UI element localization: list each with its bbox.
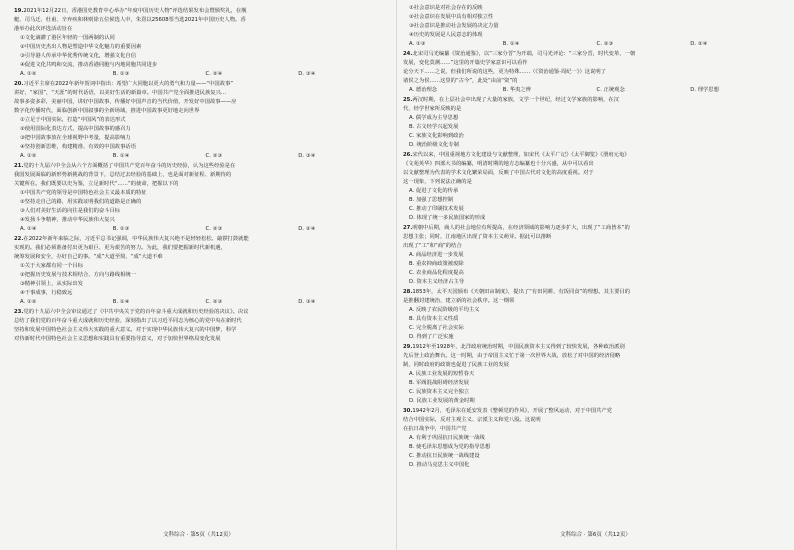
option-line: ④坚持创新思维，构建精准、有效的中国故事话语: [20, 144, 136, 150]
question-text-line: [403, 425, 784, 434]
option-line: ①关于大家都有同一个目标: [20, 263, 84, 269]
question-text: 2021年12月22日，香港国史教育中心举办“年度中国历史人物”评选结果发布会暨颁奖礼，在舰: [23, 8, 247, 14]
option-line: ③把中国故事放在全球视野中考量，提高影响力: [20, 135, 131, 141]
option-line: C. 推动了印刷技术发展: [409, 206, 464, 212]
option-line: ②使用国际化表达方式，提高中国故事的感召力: [20, 126, 131, 132]
option-line: ①社会意识是对社会存在的反映: [409, 5, 483, 11]
option-line: D. 得到了广泛实施: [409, 334, 454, 340]
question-text-line: [14, 326, 391, 335]
question-number: 29.: [403, 344, 413, 350]
option-line: B. 加强了思想控制: [409, 197, 454, 203]
question-text-line: [14, 235, 391, 244]
right-page-footer: 文科综合 · 第6页（共12页）: [560, 532, 631, 538]
question-number: 19.: [14, 8, 24, 14]
question-text-line: [403, 77, 784, 86]
question-number: 23.: [14, 309, 24, 315]
answer-choices: [14, 70, 391, 79]
question-text: 关键所在。我们既要以史为鉴，立足新时代“……”的使命，把握以下的: [14, 181, 179, 187]
question-text-line: [403, 151, 784, 160]
answer-choice: C. ②③: [596, 41, 614, 47]
answer-choice: A. ①②: [20, 71, 37, 77]
question-number: 25.: [403, 97, 413, 103]
question-block: [14, 7, 391, 79]
question-text: 党的十九届六中全会从六个方面概括了中国共产党百年奋斗的历史经验，认为这些经验是在: [23, 163, 236, 169]
option-line: B. 使毛泽东思想成为党的指导思想: [409, 444, 491, 450]
question-text-line: [403, 59, 784, 68]
question-text-line: [14, 80, 391, 89]
question-text-line: [403, 407, 784, 416]
question-text-line: [14, 308, 391, 317]
option-line: A. 反映了农民阶级的平均主义: [409, 307, 480, 313]
question-number: 20.: [14, 81, 24, 87]
answer-choice: C. ②③: [205, 299, 223, 305]
question-text-line: [14, 180, 391, 189]
option-line: C. 民族资本主义完全独立: [409, 389, 470, 395]
question-text-line: [403, 416, 784, 425]
question-text: 《文苑英华》四部大书的编纂，明清时期的地方志编纂也十分兴盛，从中可以看出: [403, 161, 594, 167]
option-line: ④干事成事，行稳致远: [20, 290, 73, 296]
question-number: 26.: [403, 152, 413, 158]
question-text: 实现的。我们必须准备付出更为艰巨、更为艰苦的努力。为此，我们要把握新时代新机遇，: [14, 245, 226, 251]
option-line: B. 具有资本主义性质: [409, 316, 459, 322]
question-text: 先后登上政治舞台。这一时期，由于帝国主义忙于第一次世界大战，放松了对中国的经济侵略: [403, 353, 621, 359]
option-line: C. 推动抗日民族统一战线建设: [409, 453, 480, 459]
question-text-line: [14, 317, 391, 326]
answer-choice: B. ①④: [502, 41, 520, 47]
question-text: 港举办此次评选活动旨在: [14, 26, 73, 32]
question-text-line: [403, 361, 784, 370]
question-text: 在2022年新年来临之际，习近平总书记强调，中华民族伟大复兴绝不是轻轻松松、敲锣打鼓就能: [23, 236, 249, 242]
question-number: 22.: [14, 236, 24, 242]
option-line: ②中国历史杰出人物是塑造中华文化魅力的重要因素: [20, 44, 142, 50]
question-text: 1912年至1928年，北洋政府统治时期，中国民族资本主义得到了较快发展，各种政治派别: [412, 344, 625, 350]
option-line: ③人们对美好生活的向往是我们的奋斗目标: [20, 208, 121, 214]
question-text: 思想主张；同时，江南地区出现了资本主义萌芽。据此可以推断: [403, 234, 552, 240]
answer-choice: B. ①④: [112, 153, 130, 159]
option-line: ③精神引领上，从实际出发: [20, 281, 84, 287]
question-block: [403, 96, 784, 150]
question-block: [14, 308, 391, 344]
question-text: 数字化传播时代，面临创新中国叙事的全新场域，推进中国故事更好地走向世界: [14, 108, 200, 114]
question-text-line: [14, 25, 391, 34]
question-number: 21.: [14, 163, 24, 169]
question-text-line: [403, 233, 784, 242]
option-line: A. 民族工业发展的短暂春天: [409, 371, 475, 377]
answer-choice: C. 正统观念: [596, 87, 625, 93]
question-text: 党的十九届六中全会审议通过了《中共中央关于党的百年奋斗重大成就和历史经验的决议》。决议: [23, 309, 249, 315]
option-line: ③社会意识是推动社会发展的决定力量: [409, 23, 499, 29]
question-text: 我国发展面临的新形势新挑战的背景下，总结过去经验的基础上，也是面对新征程、新期待的: [14, 172, 232, 178]
question-block: [403, 407, 784, 470]
question-text: 在抗日战争中，中国共产党: [403, 426, 467, 432]
option-line: ②坚持走自己的路，用实践证明我们的道路是正确的: [20, 199, 142, 205]
question-text-line: [14, 335, 391, 344]
option-line: ③引导港人传承中华优秀传统文化，增强文化自信: [20, 53, 136, 59]
question-text-line: [14, 98, 391, 107]
question-text-line: [403, 343, 784, 352]
answer-choices: [403, 86, 784, 95]
question-number: 24.: [403, 51, 413, 57]
question-text-line: [403, 242, 784, 251]
question-text-line: [14, 89, 391, 98]
option-line: C. 家族文化影响到政治: [409, 133, 464, 139]
question-text: 对待新时代中国特色社会主义思想和实践具有重要指导意义，对于加快世界格局变化发展: [14, 336, 221, 342]
question-text: 统筹发展和安全，办好自己的事。“成”大道至简，“成”大道不难: [14, 254, 163, 260]
option-line: ④发扬斗争精神，推动中华民族伟大复兴: [20, 217, 115, 223]
option-line: B. 军阀混战阻碍经济发展: [409, 380, 469, 386]
question-text: 发展，变化莫测……”这里的开篇史学家意识可以看作: [403, 60, 528, 66]
question-text: 故事多姿多彩，美丽中国，讲好中国故事，传播好中国声音的当代价值，开发好中国故事——应: [14, 99, 237, 105]
question-text: 习近平主席在2022年新年贺词中指出：希望广大同胞以更大的勇气和力量——“中国故事”: [23, 81, 234, 87]
question-text: 诸侯之为侯……这里的“古今”，此处“由前“资”的: [403, 78, 518, 84]
question-block: [403, 343, 784, 406]
question-text-line: [403, 50, 784, 59]
question-text-line: [403, 297, 784, 306]
question-text: 北宋司马光编纂《资治通鉴》，以“三家分晋”为开端，司马光评论：“三家分晋，时代变革，一朝: [412, 51, 636, 57]
question-text: 艇、司马迁、杜甫、辛弃疾和林则徐五位候选人中，朱熹以25608票当选2021年中国历史人物。香: [14, 17, 246, 23]
answer-choice: B. ①③: [112, 226, 130, 232]
answer-choice: B. 华夷之辨: [502, 87, 531, 93]
question-number: 30.: [403, 408, 413, 414]
answer-choices: [403, 40, 784, 49]
question-text-line: [403, 178, 784, 187]
question-text: 结合中国实际，反对主观主义、宗派主义和党八股。这说明: [403, 417, 541, 423]
option-line: A. 儒学成为主导思想: [409, 115, 459, 121]
question-number: 28.: [403, 289, 413, 295]
answer-choice: A. ①③: [409, 41, 426, 47]
question-text-line: [14, 244, 391, 253]
question-text-line: [403, 105, 784, 114]
question-text-line: [403, 169, 784, 178]
question-block: [403, 288, 784, 342]
question-text: 明朝中后期，商人的社会地位有所提高，在经济领域的影响力逐步扩大，出现了“工商皆本”的: [412, 225, 630, 231]
answer-choice: D. ②④: [690, 41, 708, 47]
question-text-line: [403, 96, 784, 105]
question-text: 1853年，太平天国颁布《天朝田亩制度》，提出了“有田同耕，有饭同食”的理想。其主要目的: [412, 289, 630, 295]
option-line: C. 农业商品化程度提高: [409, 270, 464, 276]
option-line: D. 统治阶级文化专制: [409, 142, 459, 148]
answer-choice: C. ②④: [205, 71, 223, 77]
answer-choice: D. 理学思想: [690, 87, 719, 93]
question-text-line: [403, 288, 784, 297]
question-text: 论分天下……之说，但我们所说的这些，更为特殊……（《资治通鉴·周纪一》）这说明了: [403, 69, 606, 75]
question-text: 是推翻封建统治，建立新的社会秩序。这一纲领: [403, 298, 515, 304]
question-text: 总结了我们党的百年奋斗重大成就和历史经验，深刻指出了以习近平同志为核心的党中央在新时代: [14, 318, 242, 324]
question-text: 1942年2月，毛泽东在延安发表《整顿党的作风》，开展了整风运动，对于中国共产党: [412, 408, 612, 414]
question-text-line: [14, 253, 391, 262]
left-page-footer: 文科综合 · 第5页（共12页）: [163, 532, 234, 538]
question-text: 以文献整理为代表的学术文化繁荣局面，反映了中国古代对文化的高度重视。对于: [403, 170, 594, 176]
answer-choice: A. ①②: [20, 299, 37, 305]
answer-choice: A. ①④: [20, 226, 37, 232]
option-line: ①立足于中国实际，打造“中国风”的表达形式: [20, 117, 126, 123]
option-line: B. 古文经学兴起发展: [409, 124, 459, 130]
answer-choices: [14, 152, 391, 161]
option-line: D. 推动马克思主义中国化: [409, 462, 470, 468]
option-line: D. 体现了统一多民族国家的形成: [409, 215, 486, 221]
answer-choice: C. ②③: [205, 226, 223, 232]
question-text-line: [14, 107, 391, 116]
question-text: 制，同时政府的政策也促进了民族工业的发展: [403, 362, 509, 368]
option-line: A. 商品经济进一步发展: [409, 252, 464, 258]
question-block: [14, 162, 391, 234]
option-line: ④历史的发展是人民意志的体现: [409, 32, 483, 38]
option-line: A. 有利于巩固抗日民族统一战线: [409, 435, 485, 441]
answer-choice: D. ③④: [298, 153, 316, 159]
option-line: ②社会意识在发展中具有相对独立性: [409, 14, 494, 20]
answer-choice: B. ①③: [112, 71, 130, 77]
answer-choice: D. ③④: [298, 299, 316, 305]
question-block: [403, 4, 784, 49]
question-text: 这一现象，下列说法正确的是: [403, 179, 472, 185]
option-line: ④促进文化共鸣和交流，推动香港同胞与内地同胞共同进步: [20, 62, 158, 68]
question-text-line: [14, 162, 391, 171]
option-line: ①中国共产党的领导是中国特色社会主义最本质的特征: [20, 190, 147, 196]
answer-choice: A. ①②: [20, 153, 37, 159]
question-text-line: [14, 16, 391, 25]
question-text: 代，经学世家所反映的是: [403, 106, 462, 112]
answer-choices: [14, 298, 391, 307]
question-block: [14, 235, 391, 307]
answer-choice: A. 德治理念: [409, 87, 438, 93]
question-text: 宋代以来，中国重视地方文化建设与文献整理，如宋代《太平广记》《太平御览》《册府元龟》: [412, 152, 630, 158]
option-line: ②把握历史发展与技术相结合、方向与路线相统一: [20, 272, 136, 278]
question-text: 讲好，“家国”，“天涯”的时代话语，以美好生活的新篇章。中国共产党全面推进民族复兴...: [14, 90, 227, 96]
question-block: [14, 80, 391, 161]
left-questions: [14, 7, 391, 344]
right-questions: [403, 4, 784, 470]
answer-choices: [14, 225, 391, 234]
question-text: 坚持和发展中国特色社会主义伟大实践的重大意义。对于实现中华民族伟大复兴的中国梦，科学: [14, 327, 237, 333]
option-line: D. 资本主义经济占主导: [409, 279, 465, 285]
option-line: D. 民族工业发展的黄金时期: [409, 398, 475, 404]
question-block: [403, 224, 784, 287]
answer-choice: D. ②④: [298, 226, 316, 232]
question-text-line: [403, 352, 784, 361]
question-text: 两汉时期，在上层社会中出现了大量的家族，文学一个世纪，经过文学家族的影响，在汉: [412, 97, 619, 103]
option-line: B. 重农抑商政策被废除: [409, 261, 464, 267]
right-page: [397, 0, 794, 550]
question-text-line: [14, 7, 391, 16]
question-number: 27.: [403, 225, 413, 231]
option-line: C. 完全脱离了社会实际: [409, 325, 464, 331]
answer-choice: D. ③④: [298, 71, 316, 77]
question-block: [403, 151, 784, 223]
question-text: 出现了“工”和“商”的结合: [403, 243, 462, 249]
question-text-line: [14, 171, 391, 180]
question-text-line: [403, 224, 784, 233]
option-line: ①文化滴灌了港区年轻的一国两制的认同: [20, 35, 115, 41]
question-text-line: [403, 160, 784, 169]
answer-choice: B. ①④: [112, 299, 130, 305]
question-block: [403, 50, 784, 95]
question-text-line: [403, 68, 784, 77]
option-line: A. 促进了文化的传承: [409, 188, 459, 194]
answer-choice: C. ②③: [205, 153, 223, 159]
